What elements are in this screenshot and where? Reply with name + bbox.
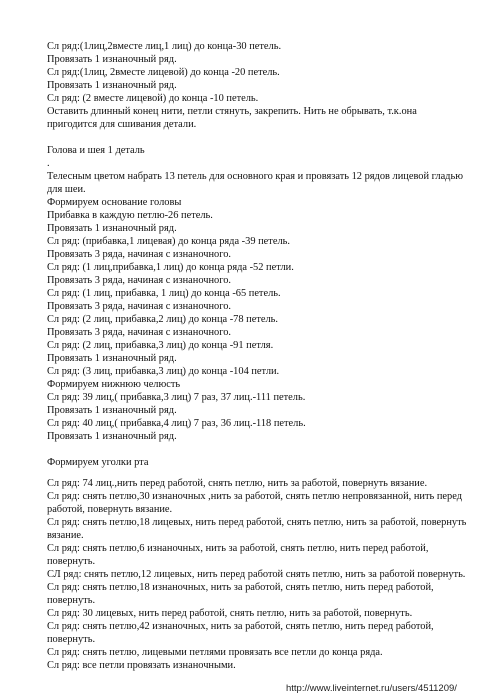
text-paragraph: Сл ряд: снять петлю,42 изнаночных, нить за работой, снять петлю, нить перед работой, повернуть. xyxy=(47,621,434,645)
text-paragraph: Сл ряд: все петли провязать изнаночными. xyxy=(47,660,236,671)
document-body xyxy=(47,40,467,672)
text-line: Провязать 1 изнаночный ряд. xyxy=(47,353,177,364)
text-paragraph: Сл ряд: 74 лиц.,нить перед работой, снять петлю, нить за работой, повернуть вязание. xyxy=(47,478,428,489)
text-line: Провязать 3 ряда, начиная с изнаночного. xyxy=(47,327,232,338)
text-line: Сл ряд: 40 лиц,( прибавка,4 лиц) 7 раз, 36 лиц.-118 петель. xyxy=(47,418,306,429)
text-line: Сл ряд:(1лиц,2вместе лиц,1 лиц) до конца-30 петель. xyxy=(47,41,282,52)
text-line: Провязать 1 изнаночный ряд. xyxy=(47,431,177,442)
section-heading-head: Голова и шея 1 деталь xyxy=(47,145,145,156)
subheading-lower-jaw: Формируем нижнюю челюсть xyxy=(47,379,181,390)
text-paragraph: Сл ряд: 30 лицевых, нить перед работой, снять петлю, нить за работой, повернуть. xyxy=(47,608,413,619)
text-line: Сл ряд: (1 лиц,прибавка,1 лиц) до конца ряда -52 петли. xyxy=(47,262,294,273)
text-line: Сл ряд: 39 лиц,( прибавка,3 лиц) 7 раз, 37 лиц.-111 петель. xyxy=(47,392,306,403)
text-paragraph: Сл ряд: снять петлю,18 лицевых, нить перед работой, снять петлю, нить за работой, повернуть вязание. xyxy=(47,517,467,541)
section-heading-mouth-corners: Формируем уголки рта xyxy=(47,457,149,468)
text-line: Сл ряд: (2 лиц, прибавка,3 лиц) до конца -91 петля. xyxy=(47,340,274,351)
text-line: Провязать 1 изнаночный ряд. xyxy=(47,405,177,416)
footer-url: http://www.liveinternet.ru/users/4511209/ xyxy=(286,683,457,694)
text-paragraph: Телесным цветом набрать 13 петель для основного края и провязать 12 рядов лицевой гладью для шеи. xyxy=(47,171,463,195)
text-line: Провязать 3 ряда, начиная с изнаночного. xyxy=(47,275,232,286)
text-line: Провязать 1 изнаночный ряд. xyxy=(47,223,177,234)
text-line: Провязать 3 ряда, начиная с изнаночного. xyxy=(47,249,232,260)
text-line: Сл ряд: (2 вместе лицевой) до конца -10 петель. xyxy=(47,93,259,104)
text-line: Сл ряд: (2 лиц, прибавка,2 лиц) до конца -78 петель. xyxy=(47,314,279,325)
text-line: Сл ряд: (1 лиц, прибавка, 1 лиц) до конца -65 петель. xyxy=(47,288,281,299)
text-line: Прибавка в каждую петлю-26 петель. xyxy=(47,210,213,221)
text-line: Сл ряд: (прибавка,1 лицевая) до конца ряда -39 петель. xyxy=(47,236,290,247)
text-paragraph: СЛ ряд: снять петлю,12 лицевых, нить перед работой снять петлю, нить за работой повернуть. xyxy=(47,569,466,580)
text-line: Провязать 3 ряда, начиная с изнаночного. xyxy=(47,301,232,312)
text-paragraph: Оставить длинный конец нити, петли стянуть, закрепить. Нить не обрывать, т.к.она пригодится для сшивания детали. xyxy=(47,106,417,130)
text-paragraph: Сл ряд: снять петлю,30 изнаночных ,нить за работой, снять петлю непровязанной, нить перед работой, повернуть вязание. xyxy=(47,491,462,515)
text-line: Сл ряд: (3 лиц, прибавка,3 лиц) до конца -104 петли. xyxy=(47,366,280,377)
dot-line: . xyxy=(47,158,50,169)
text-paragraph: Сл ряд: снять петлю, лицевыми петлями провязать все петли до конца ряда. xyxy=(47,647,383,658)
text-paragraph: Сл ряд: снять петлю,18 изнаночных, нить за работой, снять петлю, нить перед работой, повернуть. xyxy=(47,582,434,606)
text-line: Сл ряд:(1лиц, 2вместе лицевой) до конца -20 петель. xyxy=(47,67,280,78)
subheading-head-base: Формируем основание головы xyxy=(47,197,182,208)
text-line: Провязать 1 изнаночный ряд. xyxy=(47,80,177,91)
text-line: Провязать 1 изнаночный ряд. xyxy=(47,54,177,65)
text-paragraph: Сл ряд: снять петлю,6 изнаночных, нить за работой, снять петлю, нить перед работой, повернуть. xyxy=(47,543,429,567)
